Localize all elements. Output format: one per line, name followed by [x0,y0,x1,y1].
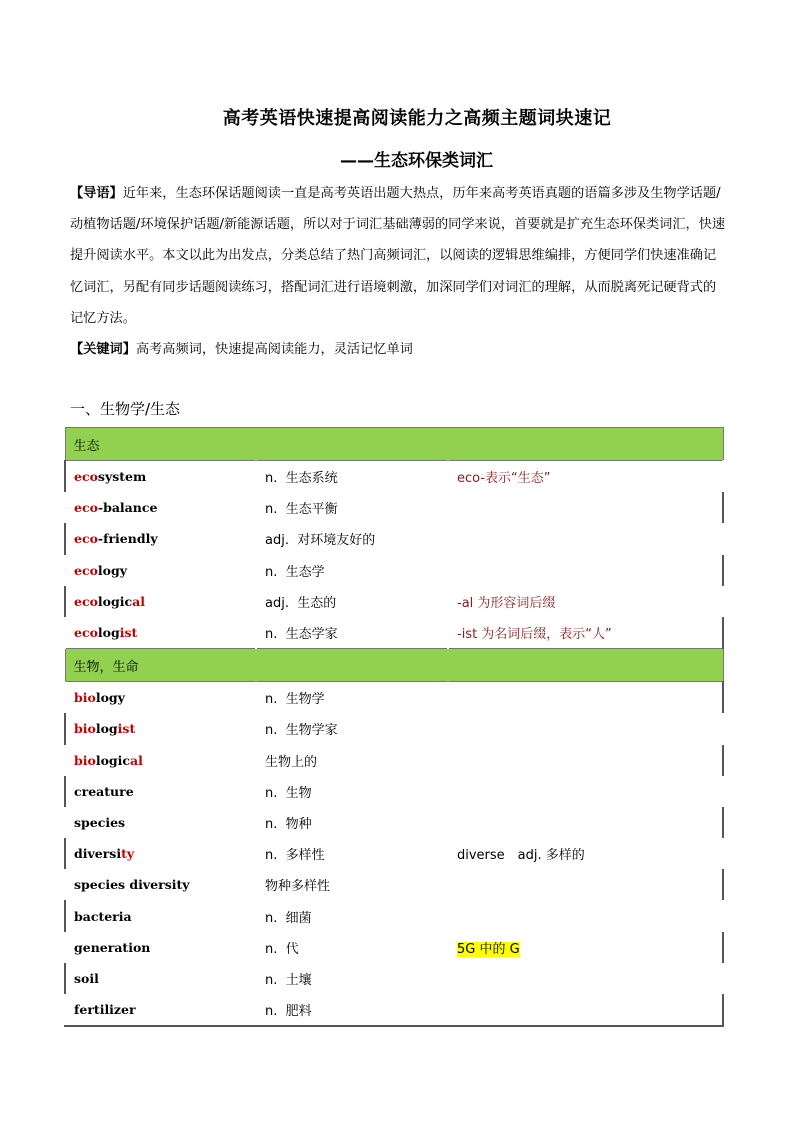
category-label-biology: 生物，生命 [65,649,723,682]
word-cell: ecological [65,586,256,617]
main-title: 高考英语快速提高阅读能力之高频主题词块速记 [222,108,612,129]
note-cell [448,900,723,931]
category-label-ecology: 生态 [65,428,723,461]
word-cell: species [74,814,126,830]
lead-text: 近年来，生态环保话题阅读一直是高考英语出题大热点，历年来高考英语真题的语篇多涉及生物学话题/动植物话题/环境保护话题/新能源话题，所以对于词汇基础薄弱的同学来说，首要就是扩充生态环保类词汇，快速提升阅读水平。本文以此为出发点，分类总结了热门高频词汇，以阅读的逻辑思维编排，方便同学们快速准确记忆词汇，另配有同步话题阅读练习，搭配词汇进行语境刺激，加深同学们对词汇的理解，从而脱离死记硬背式的记忆方法。 [70,186,726,326]
note-cell [448,523,723,554]
word-cell: creature [65,776,256,807]
keywords-paragraph [70,334,726,365]
meaning-cell: n. 土壤 [265,972,312,988]
word-cell: bacteria [65,900,256,931]
word-cell: diversity [65,838,256,869]
meaning-cell: n. 生态学 [265,564,325,580]
word-cell: biology [74,690,125,706]
table-row [65,617,723,649]
meaning-cell: n. 生态系统 [265,471,338,487]
category-row [65,649,723,682]
table-row [65,994,723,1026]
meaning-cell: 物种多样性 [265,879,331,895]
meaning-cell: adj. 生态的 [265,595,337,611]
table-row [65,807,723,838]
table-row [65,838,723,869]
lead-label: 【导语】 [70,186,123,201]
word-cell: species diversity [74,877,190,893]
word-cell: biologist [65,713,256,744]
table-row [65,745,723,776]
keywords-label: 【关键词】 [70,342,136,357]
table-row [65,555,723,586]
note-cell [448,776,723,807]
note-cell [448,869,723,900]
table-row [65,869,723,900]
vocab-table [64,427,724,1027]
note-cell [448,682,723,714]
note-cell: -al 为形容词后缀 [457,595,556,611]
note-cell [448,555,723,586]
note-cell [448,492,723,523]
meaning-cell: n. 生物学 [265,692,325,708]
meaning-cell: n. 肥料 [256,994,448,1026]
meaning-cell: n. 物种 [265,816,312,832]
word-cell: fertilizer [65,994,256,1026]
table-row [65,963,723,994]
document-title [0,104,794,130]
table-row [65,682,723,714]
meaning-cell: n. 多样性 [265,848,325,864]
table-row [65,900,723,931]
highlighted-note: 5G 中的 G [457,941,520,957]
subtitle: ——生态环保类词汇 [340,151,493,171]
meaning-cell: n. 细菌 [265,910,312,926]
meaning-cell: n. 生物学家 [265,723,338,739]
meaning-cell: adj. 对环境友好的 [265,533,376,549]
note-cell: diverse adj. 多样的 [457,848,585,864]
table-row [65,776,723,807]
note-cell [448,745,723,776]
note-cell [448,807,723,838]
note-cell [448,932,723,963]
note-cell [448,963,723,994]
word-cell: eco-balance [74,500,158,516]
keywords-text: 高考高频词，快速提高阅读能力，灵活记忆单词 [135,342,413,357]
meaning-cell: n. 代 [265,941,299,957]
meaning-cell: n. 生态学家 [265,627,338,643]
word-cell: soil [65,963,256,994]
table-row [65,932,723,963]
lead-paragraph [70,178,726,334]
word-cell: biological [74,752,143,768]
table-row [65,586,723,617]
note-cell: -ist 为名词后缀，表示“人” [448,617,723,649]
meaning-cell: n. 生态平衡 [265,502,338,518]
word-cell: ecologist [74,625,138,641]
meaning-cell: n. 生物 [265,785,312,801]
table-row [65,461,723,493]
table-row [65,523,723,554]
table-row [65,713,723,744]
word-cell: generation [74,939,151,955]
note-cell [448,713,723,744]
word-cell: eco-friendly [65,523,256,554]
meaning-cell: 生物上的 [265,754,318,770]
note-cell [448,994,723,1026]
section-heading: 一、生物学/生态 [70,400,181,418]
word-cell: ecosystem [65,461,256,493]
note-cell: eco-表示“生态” [457,471,551,487]
word-cell: ecology [74,562,127,578]
category-row [65,428,723,461]
table-row [65,492,723,523]
